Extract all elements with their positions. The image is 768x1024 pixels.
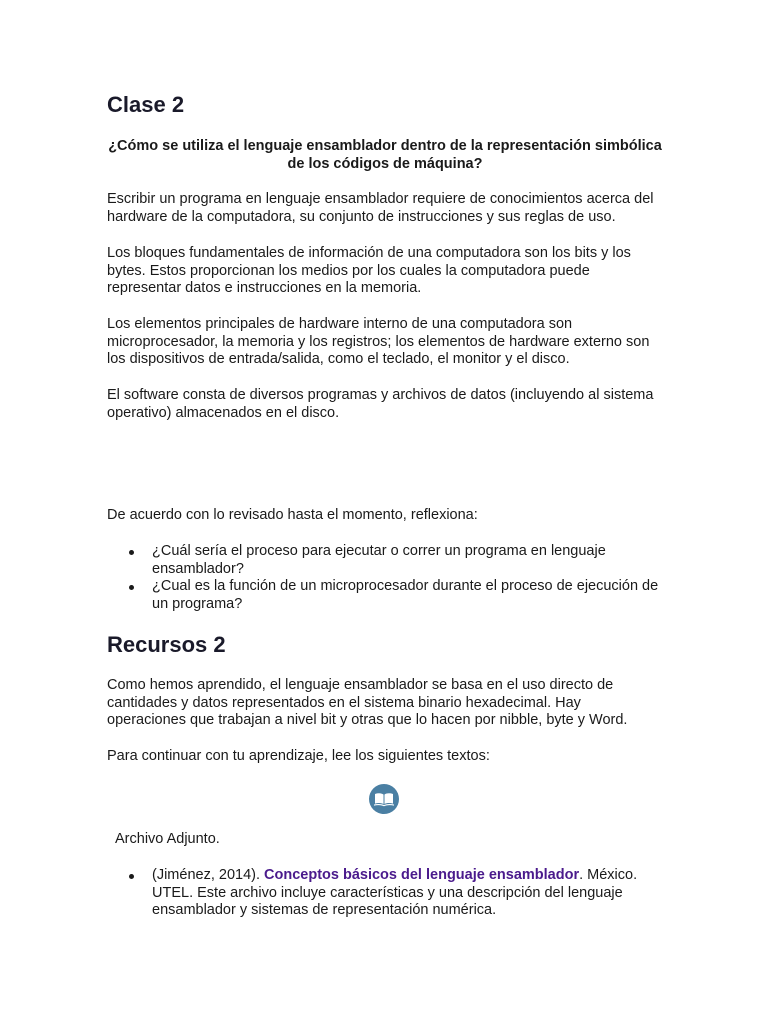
reflect-intro: De acuerdo con lo revisado hasta el momento, reflexiona: [107,507,478,523]
reference-suffix: . México. UTEL. Este archivo incluye características y una descripción del lenguaje ensamblador y sistemas de representación numérica. [152,867,638,918]
reference-item [152,867,663,920]
paragraph-3: Los elementos principales de hardware interno de una computadora son microprocesador, la memoria y los registros; los elementos de hardware externo son los dispositivos de entrada/salida, como el teclado, el monitor y el disco. [107,316,650,367]
attachment-label: Archivo Adjunto. [115,831,220,847]
list-item: ¿Cual es la función de un microprocesador durante el proceso de ejecución de un programa? [152,578,663,613]
open-book-icon[interactable] [369,784,399,814]
reference-prefix: (Jiménez, 2014). [152,867,265,883]
list-item: ¿Cuál sería el proceso para ejecutar o correr un programa en lenguaje ensamblador? [152,543,663,578]
paragraph-4: El software consta de diversos programas y archivos de datos (incluyendo al sistema operativo) almacenados en el disco. [107,387,654,421]
paragraph-6: Para continuar con tu aprendizaje, lee los siguientes textos: [107,748,490,764]
reference-list [107,867,663,920]
paragraph-2: Los bloques fundamentales de información de una computadora son los bits y los bytes. Estos proporcionan los medios por los cuales la computadora puede representar datos e instrucciones en la memoria. [107,245,631,296]
reference-link[interactable]: Conceptos básicos del lenguaje ensamblador [264,867,580,883]
section-title-recursos: Recursos 2 [107,632,226,657]
section-title-clase: Clase 2 [107,92,185,117]
guiding-question: ¿Cómo se utiliza el lenguaje ensamblador dentro de la representación simbólica de los códigos de máquina? [108,138,662,172]
reflect-list [107,543,663,613]
paragraph-1: Escribir un programa en lenguaje ensamblador requiere de conocimientos acerca del hardware de la computadora, su conjunto de instrucciones y sus reglas de uso. [107,191,654,225]
paragraph-5: Como hemos aprendido, el lenguaje ensamblador se basa en el uso directo de cantidades y datos representados en el sistema binario hexadecimal. Hay operaciones que trabajan a nivel bit y otras que lo hacen por nibble, byte y Word. [107,677,628,728]
open-book-icon-glyph [369,784,399,814]
